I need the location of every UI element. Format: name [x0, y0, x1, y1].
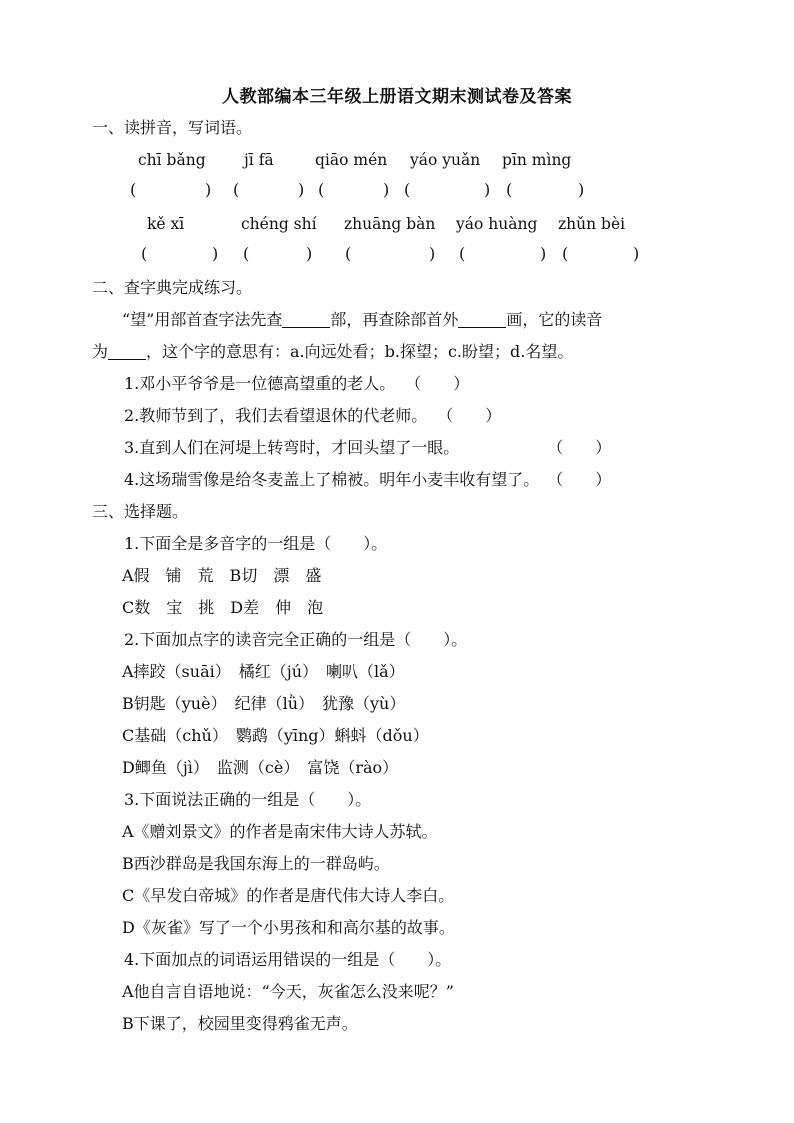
paren-2-1-open: (: [141, 244, 148, 263]
section3-question-2: 2.下面加点字的读音完全正确的一组是（ ）。: [124, 630, 468, 649]
section3-q3-option-a: A《赠刘景文》的作者是南宋伟大诗人苏轼。: [122, 822, 438, 841]
section3-q4-option-a: A他自言自语地说：“今天，灰雀怎么没来呢？”: [122, 982, 454, 1001]
section3-question-1: 1.下面全是多音字的一组是（ ）。: [124, 534, 388, 553]
intro2-text-b: ，这个字的意思有：a.向远处看；b.探望；c.盼望；d.名望。: [146, 342, 574, 361]
intro-text-a: “望”用部首查字法先查: [122, 310, 283, 329]
question-text: 2.教师节到了，我们去看望退休的代老师。: [124, 406, 428, 425]
pinyin-1-4: yáo yuǎn: [410, 151, 481, 169]
section1-heading: 一、读拼音，写词语。: [92, 118, 253, 137]
section3-q2-option-d: D鲫鱼（jì） 监测（cè） 富饶（rào）: [122, 758, 399, 777]
section2-question-4: [124, 470, 611, 490]
answer-paren[interactable]: （ ）: [405, 374, 470, 393]
paren-1-4-close: ): [484, 180, 491, 199]
section2-question-2: [124, 406, 501, 426]
pinyin-2-1: kě xī: [147, 215, 185, 233]
section3-question-4: 4.下面加点的词语运用错误的一组是（ ）。: [124, 950, 452, 969]
pinyin-1-2: jī fā: [244, 151, 274, 169]
paren-1-4-open: (: [404, 180, 411, 199]
answer-paren[interactable]: （ ）: [437, 406, 502, 425]
paren-1-5-open: (: [506, 180, 513, 199]
pinyin-1-5: pīn mìng: [502, 151, 572, 169]
question-text: 4.这场瑞雪像是给冬麦盖上了棉被。明年小麦丰收有望了。: [124, 470, 540, 489]
section3-q2-option-c: C基础（chǔ） 鹦鹉（yīng）蝌蚪（dǒu）: [122, 726, 429, 745]
section3-q2-option-a: A摔跤（suāi） 橘红（jú） 喇叭（lǎ）: [122, 662, 405, 681]
intro-text-c: 画，它的读音: [506, 310, 603, 329]
pinyin-2-5: zhǔn bèi: [558, 215, 626, 233]
paren-1-5-close: ): [578, 180, 585, 199]
paren-1-1-open: (: [130, 180, 137, 199]
paren-1-2-close: ): [298, 180, 305, 199]
section3-q1-options-ab: A假 铺 荒 B切 漂 盛: [122, 566, 322, 585]
paren-1-3-open: (: [318, 180, 325, 199]
section2-question-1: [124, 374, 469, 394]
paren-2-1-close: ): [212, 244, 219, 263]
paren-2-3-open: (: [345, 244, 352, 263]
paren-2-2-open: (: [243, 244, 250, 263]
section3-q3-option-b: B西沙群岛是我国东海上的一群岛屿。: [122, 854, 390, 873]
section3-q2-option-b: B钥匙（yuè） 纪律（lǜ） 犹豫（yù）: [122, 694, 406, 713]
section2-intro-line-2: [92, 342, 573, 362]
pinyin-2-2: chéng shí: [241, 215, 317, 233]
pinyin-1-1: chī bǎng: [138, 151, 206, 169]
section3-heading: 三、选择题。: [92, 502, 189, 521]
section3-q3-option-c: C《早发白帝城》的作者是唐代伟大诗人李白。: [122, 886, 455, 905]
pinyin-2-4: yáo huàng: [456, 215, 538, 233]
section2-heading: 二、查字典完成练习。: [92, 278, 253, 297]
paren-2-4-close: ): [540, 244, 547, 263]
pinyin-1-3: qiāo mén: [315, 151, 388, 169]
paren-1-2-open: (: [233, 180, 240, 199]
radical-blank[interactable]: [282, 311, 330, 328]
intro-text-b: 部，再查除部首外: [330, 310, 459, 329]
section3-q4-option-b: B下课了，校园里变得鸦雀无声。: [122, 1014, 358, 1033]
intro2-text-a: 为: [92, 342, 109, 361]
paren-2-4-open: (: [459, 244, 466, 263]
question-text: 3.直到人们在河堤上转弯时，才回头望了一眼。: [124, 438, 460, 457]
paren-2-3-close: ): [429, 244, 436, 263]
answer-paren[interactable]: （ ）: [547, 470, 612, 489]
answer-paren[interactable]: （ ）: [547, 438, 612, 457]
paren-2-5-close: ): [633, 244, 640, 263]
pinyin-2-3: zhuāng bàn: [344, 215, 436, 233]
section2-question-3: [124, 438, 611, 458]
section3-q3-option-d: D《灰雀》写了一个小男孩和和高尔基的故事。: [122, 918, 455, 937]
paren-2-2-close: ): [306, 244, 313, 263]
pronunciation-blank[interactable]: [108, 343, 146, 360]
section3-question-3: 3.下面说法正确的一组是（ ）。: [124, 790, 372, 809]
page-title: 人教部编本三年级上册语文期末测试卷及答案: [222, 87, 572, 107]
question-text: 1.邓小平爷爷是一位德高望重的老人。: [124, 374, 396, 393]
paren-1-1-close: ): [205, 180, 212, 199]
paren-1-3-close: ): [383, 180, 390, 199]
paren-2-5-open: (: [562, 244, 569, 263]
stroke-count-blank[interactable]: [458, 311, 506, 328]
section2-intro-line-1: [122, 310, 602, 330]
section3-q1-options-cd: C数 宝 挑 D差 伸 泡: [122, 598, 324, 617]
